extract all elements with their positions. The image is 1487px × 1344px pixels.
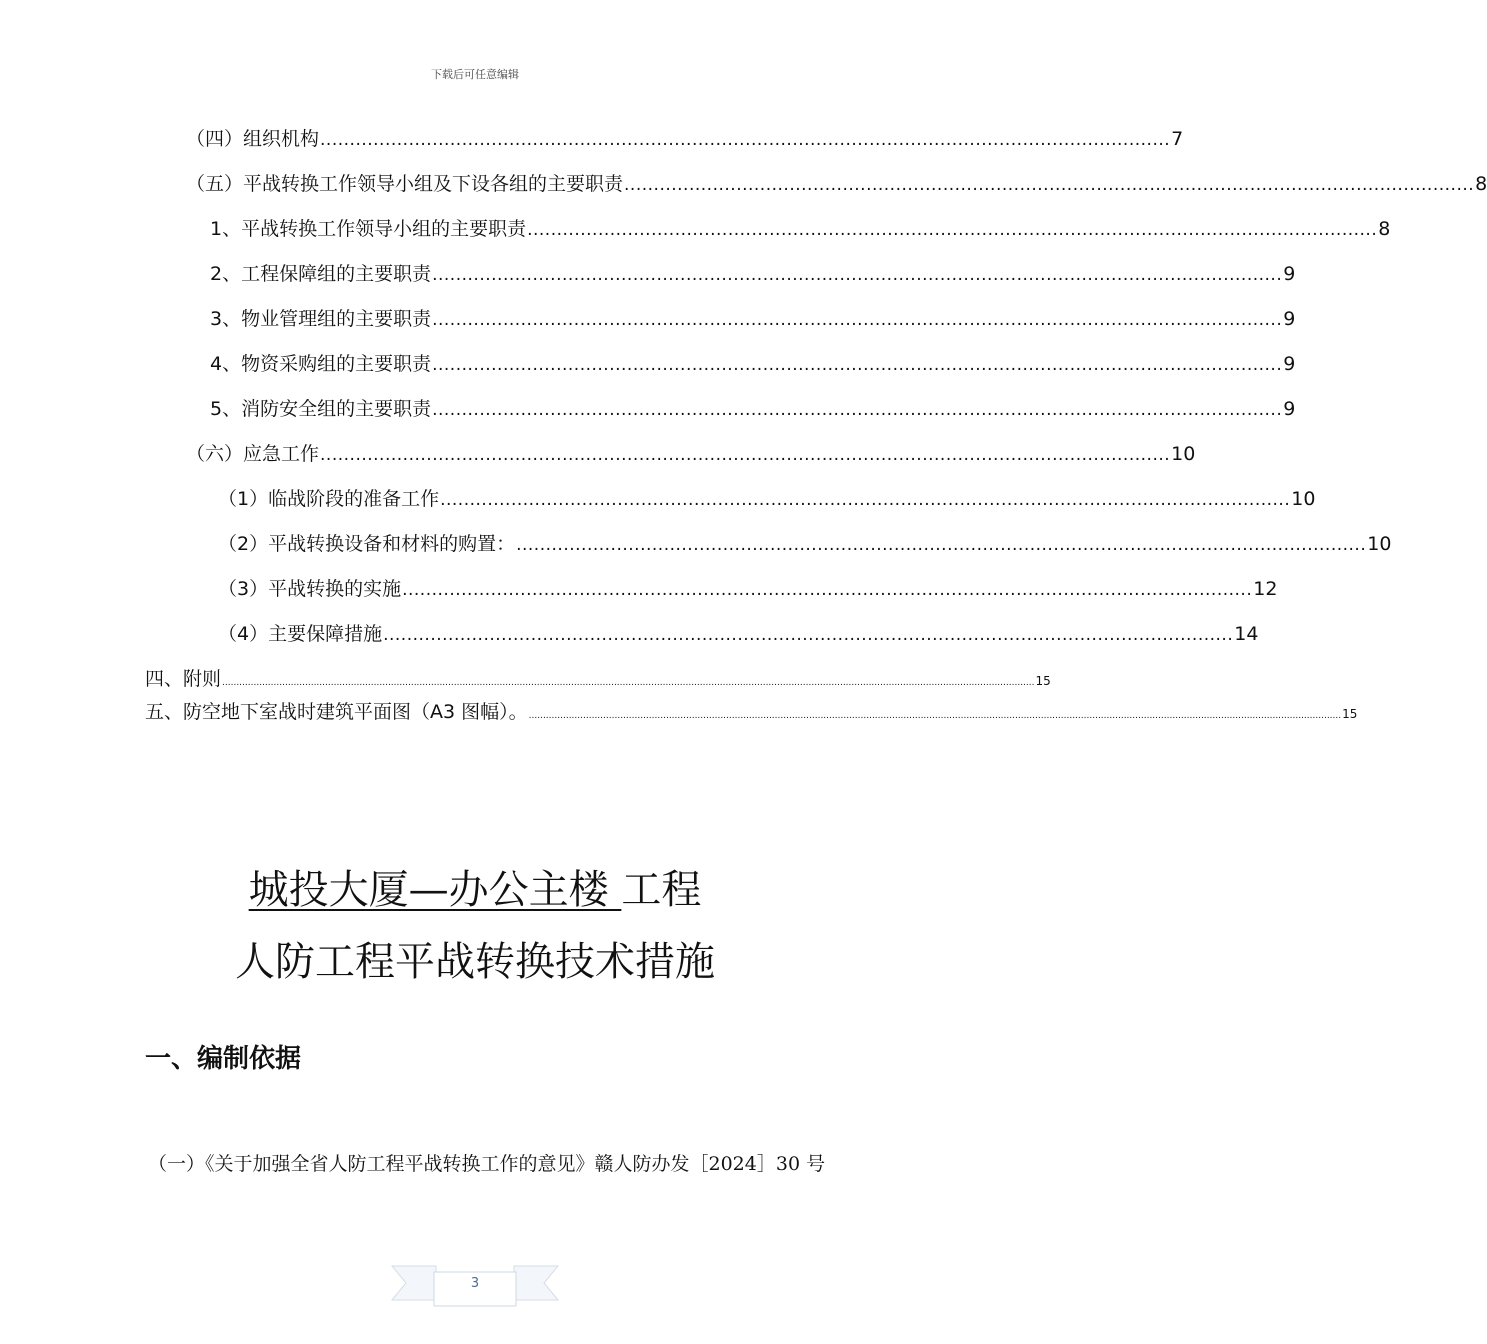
toc-entry[interactable] bbox=[210, 214, 1391, 244]
toc-entry-page: 7 bbox=[1171, 128, 1184, 150]
basis-paragraph: （一）《关于加强全省人防工程平战转换工作的意见》赣人防办发［2024］30 号 bbox=[148, 1153, 826, 1175]
toc-entry-title: （4）主要保障措施 bbox=[218, 623, 383, 645]
page-footer bbox=[392, 1264, 558, 1310]
project-suffix: 工程 bbox=[621, 867, 702, 913]
toc-entry[interactable] bbox=[186, 439, 1196, 469]
toc-entry[interactable] bbox=[210, 349, 1296, 379]
toc-entry-title: 2、工程保障组的主要职责 bbox=[210, 263, 432, 285]
toc-entry-page: 8 bbox=[1378, 218, 1391, 240]
toc-entry-title: （五）平战转换工作领导小组及下设各组的主要职责 bbox=[186, 173, 624, 195]
toc-entry-page: 10 bbox=[1171, 443, 1196, 465]
toc-entry-title: 5、消防安全组的主要职责 bbox=[210, 398, 432, 420]
toc-leader-dots: ................................................................................................................................................ bbox=[527, 220, 1378, 240]
toc-entry[interactable] bbox=[210, 304, 1296, 334]
toc-leader-dots: ................................................................................................................................................ bbox=[432, 310, 1283, 330]
page-number: 3 bbox=[470, 1276, 480, 1291]
toc-entry-title: （1）临战阶段的准备工作 bbox=[218, 488, 440, 510]
toc-entry-title: 4、物资采购组的主要职责 bbox=[210, 353, 432, 375]
toc-entry-page: 15 bbox=[1035, 674, 1051, 688]
toc-leader-dots: ................................................................................................................................................ bbox=[320, 445, 1171, 465]
toc-entry-page: 14 bbox=[1234, 623, 1259, 645]
toc-leader-dots: ................................................................................................................................................ bbox=[432, 355, 1283, 375]
toc-entry-title: （四）组织机构 bbox=[186, 128, 320, 150]
toc-entry-title: 四、附则 bbox=[145, 668, 222, 690]
toc-entry-title: 1、平战转换工作领导小组的主要职责 bbox=[210, 218, 527, 240]
toc-entry-page: 12 bbox=[1253, 578, 1278, 600]
toc-entry[interactable] bbox=[218, 484, 1316, 514]
toc-leader-dots: ................................................................................................................................................ bbox=[440, 490, 1291, 510]
toc-leader-dots: ............................................................................................................................................................................................................................................................................................ bbox=[222, 678, 1035, 688]
toc-leader-dots: ................................................................................................................................................ bbox=[624, 175, 1475, 195]
toc-leader-dots: ............................................................................................................................................................................................................................................................................................ bbox=[528, 711, 1342, 721]
toc-entry[interactable] bbox=[218, 574, 1278, 604]
section-heading: 一、编制依据 bbox=[145, 1044, 302, 1074]
toc-entry[interactable] bbox=[186, 124, 1184, 154]
page-header: 下载后可任意编辑 bbox=[431, 68, 519, 81]
toc-entry-page: 15 bbox=[1342, 707, 1358, 721]
project-name: 城投大厦—办公主楼 bbox=[248, 867, 622, 913]
document-title-line-1 bbox=[0, 858, 950, 915]
toc-entry[interactable] bbox=[210, 394, 1296, 424]
toc-entry[interactable] bbox=[210, 259, 1296, 289]
toc-entry-page: 9 bbox=[1283, 263, 1296, 285]
toc-entry-page: 9 bbox=[1283, 353, 1296, 375]
document-title-line-2: 人防工程平战转换技术措施 bbox=[235, 939, 715, 985]
toc-entry[interactable] bbox=[218, 619, 1259, 649]
toc-entry-title: （六）应急工作 bbox=[186, 443, 320, 465]
toc-leader-dots: ................................................................................................................................................ bbox=[402, 580, 1253, 600]
toc-entry-page: 9 bbox=[1283, 398, 1296, 420]
toc-entry[interactable] bbox=[218, 529, 1392, 559]
toc-leader-dots: ................................................................................................................................................ bbox=[432, 265, 1283, 285]
toc-entry[interactable] bbox=[186, 169, 1487, 199]
toc-leader-dots: ................................................................................................................................................ bbox=[432, 400, 1283, 420]
toc-leader-dots: ................................................................................................................................................ bbox=[320, 130, 1171, 150]
toc-entry-title: （2）平战转换设备和材料的购置： bbox=[218, 533, 516, 555]
toc-entry-page: 9 bbox=[1283, 308, 1296, 330]
toc-entry-title: （3）平战转换的实施 bbox=[218, 578, 402, 600]
toc-entry-page: 8 bbox=[1475, 173, 1487, 195]
toc-entry[interactable] bbox=[145, 664, 1051, 694]
toc-entry-title: 3、物业管理组的主要职责 bbox=[210, 308, 432, 330]
toc-entry[interactable] bbox=[145, 697, 1358, 727]
toc-entry-title: 五、防空地下室战时建筑平面图（A3 图幅）。 bbox=[145, 701, 528, 723]
toc-entry-page: 10 bbox=[1291, 488, 1316, 510]
toc-leader-dots: ................................................................................................................................................ bbox=[383, 625, 1234, 645]
toc-leader-dots: ................................................................................................................................................ bbox=[516, 535, 1367, 555]
toc-entry-page: 10 bbox=[1367, 533, 1392, 555]
